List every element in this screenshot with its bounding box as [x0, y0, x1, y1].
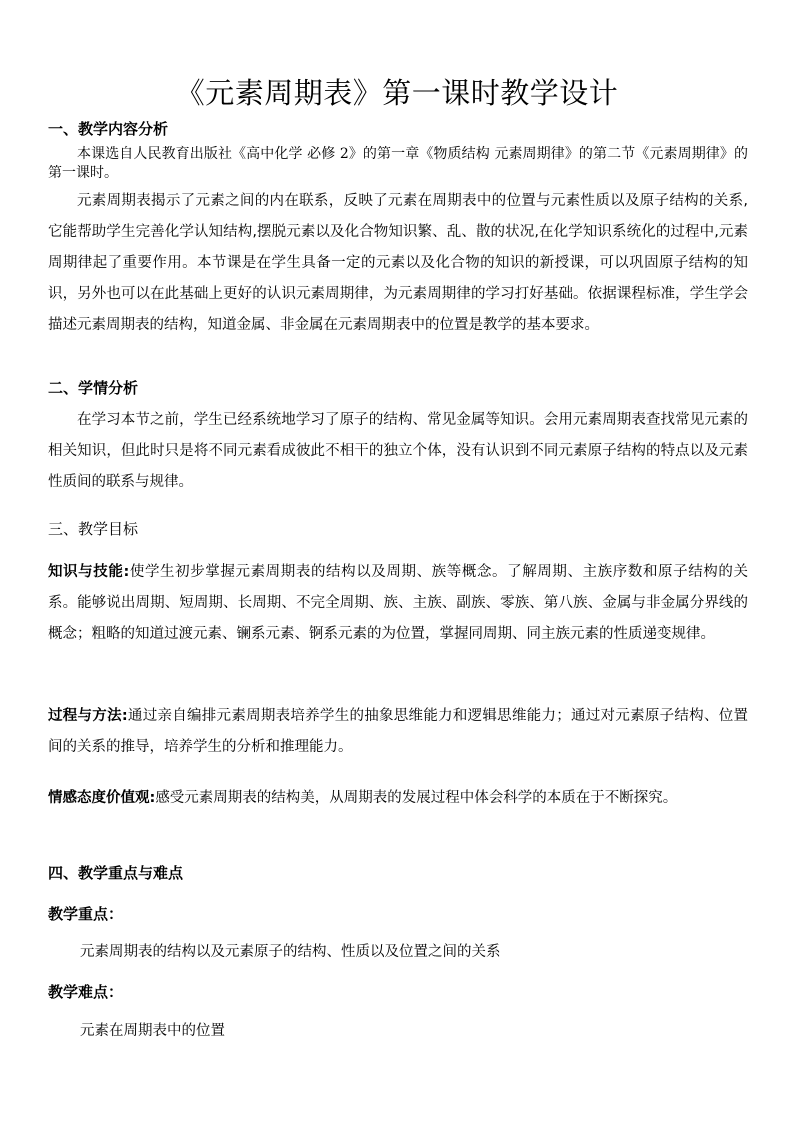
goal-process-methods [48, 701, 748, 763]
document-title: 《元素周期表》第一课时教学设计 [175, 76, 619, 110]
goal-process-methods-text: 通过亲自编排元素周期表培养学生的抽象思维能力和逻辑思维能力；通过对元素原子结构、位置间的关系的推导，培养学生的分析和推理能力。 [48, 708, 748, 755]
goal-process-methods-label: 过程与方法: [48, 708, 128, 724]
difficulty-text: 元素在周期表中的位置 [80, 1023, 225, 1039]
goal-attitude-values [48, 783, 748, 814]
section4-heading: 四、教学重点与难点 [48, 864, 184, 882]
section2-paragraph: 在学习本节之前，学生已经系统地学习了原子的结构、常见金属等知识。会用元素周期表查找常见元素的相关知识，但此时只是将不同元素看成彼此不相干的独立个体，没有认识到不同元素原子结构的特点以及元素性质间的联系与规律。 [48, 412, 748, 490]
section1-paragraph-1: 本课选自人民教育出版社《高中化学 必修 2》的第一章《物质结构 元素周期律》的第二节《元素周期律》的第一课时。 [48, 146, 748, 181]
section1-paragraph-2: 元素周期表揭示了元素之间的内在联系，反映了元素在周期表中的位置与元素性质以及原子结构的关系,它能帮助学生完善化学认知结构,摆脱元素以及化合物知识繁、乱、散的状况,在化学知识系统化的过程中,元素周期律起了重要作用。本节课是在学生具备一定的元素以及化合物的知识的新授课，可以巩固原子结构的知识，另外也可以在此基础上更好的认识元素周期律，为元素周期律的学习打好基础。依据课程标准，学生学会描述元素周期表的结构，知道金属、非金属在元素周期表中的位置是教学的基本要求。 [48, 193, 748, 333]
goal-knowledge-skills [48, 557, 748, 650]
section1-heading: 一、教学内容分析 [48, 120, 169, 138]
difficulty-label: 教学难点： [48, 983, 124, 1001]
section3-heading: 三、教学目标 [48, 520, 139, 538]
goal-knowledge-skills-label: 知识与技能: [48, 564, 130, 580]
goal-knowledge-skills-text: 使学生初步掌握元素周期表的结构以及周期、族等概念。了解周期、主族序数和原子结构的关系。能够说出周期、短周期、长周期、不完全周期、族、主族、副族、零族、第八族、金属与非金属分界线的概念；粗略的知道过渡元素、镧系元素、锕系元素的为位置，掌握同周期、同主族元素的性质递变规律。 [48, 564, 748, 642]
goal-attitude-values-label: 情感态度价值观: [48, 790, 156, 806]
goal-attitude-values-text: 感受元素周期表的结构美，从周期表的发展过程中体会科学的本质在于不断探究。 [155, 790, 678, 806]
key-point-text: 元素周期表的结构以及元素原子的结构、性质以及位置之间的关系 [80, 944, 501, 960]
section2-heading: 二、学情分析 [48, 379, 139, 397]
key-point-label: 教学重点： [48, 905, 124, 923]
